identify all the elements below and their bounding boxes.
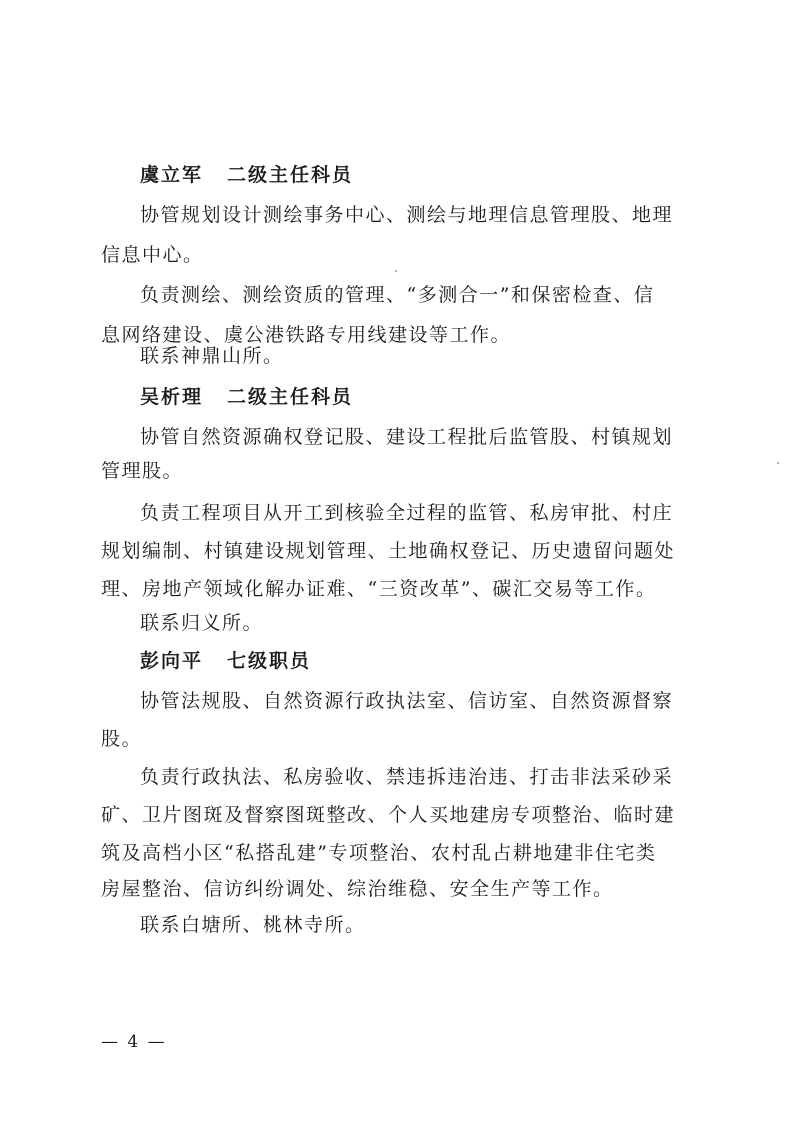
contact-text: 联系神鼎山所。 — [140, 345, 284, 367]
duties-text: 负责工程项目从开工到核验全过程的监管、私房审批、村庄 — [140, 502, 674, 524]
manages-text: 协管规划设计测绘事务中心、测绘与地理信息管理股、地理 — [140, 204, 674, 226]
contact-text: 联系归义所。 — [140, 612, 264, 634]
duties-text-cont: 理、房地产领域化解办证难、“三资改革”、碳汇交易等工作。 — [101, 578, 657, 600]
scan-speck — [395, 270, 397, 272]
manages-text-cont: 管理股。 — [101, 460, 184, 482]
official-title: 二级主任科员 — [227, 164, 354, 186]
official-heading — [140, 384, 353, 410]
scan-speck — [777, 462, 779, 464]
official-title: 七级职员 — [227, 650, 312, 672]
manages-text: 协管自然资源确权登记股、建设工程批后监管股、村镇规划 — [140, 426, 674, 448]
manages-text: 协管法规股、自然资源行政执法室、信访室、自然资源督察 — [140, 690, 674, 712]
official-title: 二级主任科员 — [227, 386, 354, 408]
official-name: 吴析理 — [140, 386, 204, 408]
official-heading — [140, 648, 311, 674]
contact-text: 联系白塘所、桃林寺所。 — [140, 914, 366, 936]
duties-text: 负责行政执法、私房验收、禁违拆违治违、打击非法采砂采 — [140, 766, 674, 788]
duties-text-cont: 筑及高档小区“私搭乱建”专项整治、农村乱占耕地建非住宅类 — [101, 842, 657, 864]
manages-text-cont: 信息中心。 — [101, 244, 204, 266]
duties-text: 负责测绘、测绘资质的管理、“多测合一”和保密检查、信 — [140, 284, 655, 306]
official-heading — [140, 162, 353, 188]
duties-text-cont: 息网络建设、虞公港铁路专用线建设等工作。 — [101, 324, 512, 346]
duties-text-cont: 规划编制、村镇建设规划管理、土地确权登记、历史遗留问题处 — [101, 540, 676, 562]
official-name: 虞立军 — [140, 164, 204, 186]
duties-text-cont: 矿、卫片图斑及督察图斑整改、个人买地建房专项整治、临时建 — [101, 804, 676, 826]
duties-text-cont: 房屋整治、信访纠纷调处、综治维稳、安全生产等工作。 — [101, 878, 614, 900]
official-name: 彭向平 — [140, 650, 204, 672]
manages-text-cont: 股。 — [101, 728, 143, 750]
page-number: — 4 — — [101, 1032, 167, 1052]
